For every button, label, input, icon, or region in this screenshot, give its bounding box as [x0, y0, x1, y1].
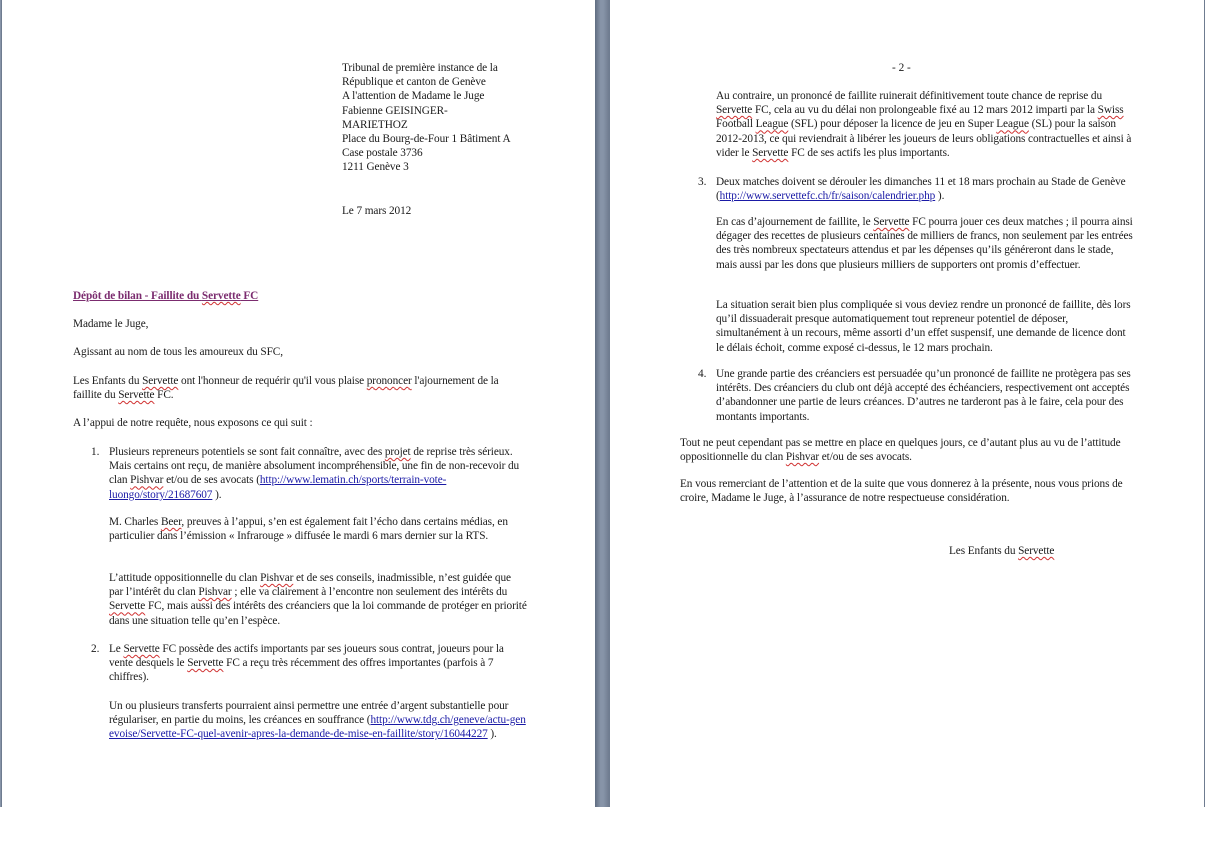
address-line: Tribunal de première instance de la — [342, 62, 498, 74]
hyperlink[interactable]: http://www.tdg.ch/geneve/actu-genevoise/Servette-FC-quel-avenir-apres-la-demande-de-mise-en-faillite/story/16044227 — [109, 714, 526, 741]
list-item-paragraph: En cas d’ajournement de faillite, le Servette FC pourra jouer ces deux matches ; il pourra ainsi dégager des recettes de plusieurs centaines de milliers de francs, non seulement par les entrées des très nombreux spectateurs attendus et par les dépenses qu’ils généreront dans le stade, mais aussi par les dons que plusieurs milliers de supporters ont promis d’effectuer. — [716, 216, 1133, 271]
page-gutter — [595, 0, 609, 807]
list-item-paragraph: Au contraire, un prononcé de faillite ruinerait définitivement toute chance de reprise du Servette FC, cela au vu du délai non prolongeable fixé au 12 mars 2012 imparti par la Swiss Football League (SFL) pour déposer la licence de jeu en Super League (SL) pour la saison 2012-2013, ce qui reviendrait à libérer les joueurs de leurs obligations contractuelles et ainsi à vider le Servette FC de ses actifs les plus importants. — [716, 90, 1132, 159]
document-page-2[interactable] — [609, 0, 1205, 807]
subject-text: Dépôt de bilan - Faillite du — [73, 290, 202, 302]
closing-paragraph: En vous remerciant de l’attention et de la suite que vous donnerez à la présente, nous vous prions de croire, Madame le Juge, à l’assurance de notre respectueuse considération. — [680, 478, 1123, 505]
list-number: 3. — [698, 176, 707, 188]
address-line: Place du Bourg-de-Four 1 Bâtiment A — [342, 133, 511, 146]
subject-text: Servette — [201, 290, 241, 302]
signature: Les Enfants du Servette — [949, 545, 1055, 557]
list-number: 2. — [91, 643, 100, 655]
list-number: 1. — [91, 446, 100, 458]
address-line: Case postale 3736 — [342, 147, 423, 160]
list-item-paragraph: Deux matches doivent se dérouler les dimanches 11 et 18 mars prochain au Stade de Genève (http://www.servettefc.ch/fr/saison/calendrier.php ). — [716, 176, 1126, 203]
list-item-paragraph: La situation serait bien plus compliquée si vous deviez rendre un prononcé de faillite, dès lors qu’il dissuaderait presque automatiquement tout repreneur potentiel de déposer, simultanément à un recours, même assorti d’un effet suspensif, une demande de licence dont le délais échoit, comme exposé ci-dessus, le 12 mars prochain. — [716, 299, 1131, 354]
hyperlink[interactable]: http://www.servettefc.ch/fr/saison/calendrier.php — [719, 190, 936, 203]
list-item-paragraph: L’attitude oppositionnelle du clan Pishvar et de ses conseils, inadmissible, n’est guidée que par l’intérêt du clan Pishvar ; elle va clairement à l’encontre non seulement des intérêts du Servette FC, mais aussi des intérêts des créanciers que la loi commande de protéger en priorité dans une situation telle qu’en l’espèce. — [109, 572, 527, 627]
list-item-paragraph: Une grande partie des créanciers est persuadée qu’un prononcé de faillite ne protègera pas ses intérêts. Des créanciers du club ont déjà accepté des échéanciers, respectivement ont acceptés d’abandonner une partie de leurs créances. D’autres ne tarderont pas à le faire, cela pour des montants importants. — [716, 368, 1131, 423]
list-number: 4. — [698, 368, 707, 380]
address-line: 1211 Genève 3 — [342, 161, 409, 174]
hyperlink[interactable]: http://www.lematin.ch/sports/terrain-vote-luongo/story/21687607 — [109, 474, 447, 501]
list-item-paragraph: Plusieurs repreneurs potentiels se sont fait connaître, avec des projet de reprise très sérieux. Mais certains ont reçu, de manière absolument incompréhensible, une fin de non-recevoir du clan Pishvar et/ou de ses avocats (http://www.lematin.ch/sports/terrain-vote-luongo/story/21687607 ). — [109, 446, 520, 501]
address-line: Fabienne GEISINGER- — [342, 104, 448, 117]
recipient-address — [342, 61, 542, 175]
list-item-paragraph: M. Charles Beer, preuves à l’appui, s’en est également fait l’écho dans certains médias, en particulier dans l’émission « Infrarouge » diffusée le mardi 6 mars dernier sur la RTS. — [109, 516, 508, 543]
intro-paragraph: Agissant au nom de tous les amoureux du SFC, — [73, 346, 283, 358]
status-area — [0, 807, 1205, 845]
address-line: A l'attention de Madame le Juge — [342, 90, 485, 103]
address-line: MARIETHOZ — [342, 118, 408, 131]
page-number: - 2 - — [892, 62, 911, 74]
document-page-1[interactable] — [1, 0, 597, 807]
subject-text: FC — [240, 290, 259, 302]
closing-paragraph: Tout ne peut cependant pas se mettre en place en quelques jours, ce d’autant plus au vu de l’attitude oppositionnelle du clan Pishvar et/ou de ses avocats. — [680, 437, 1121, 464]
list-item-paragraph: Un ou plusieurs transferts pourraient ainsi permettre une entrée d’argent substantielle pour régulariser, en partie du moins, les créances en souffrance (http://www.tdg.ch/geneve/actu-genevoise/Servette-FC-quel-avenir-apres-la-demande-de-mise-en-faillite/story/16044227 ). — [109, 700, 526, 741]
list-item-paragraph: Le Servette FC possède des actifs importants par ses joueurs sous contrat, joueurs pour la vente desquels le Servette FC a reçu très récemment des offres importantes (parfois à 7 chiffres). — [109, 643, 504, 684]
address-line: République et canton de Genève — [342, 76, 486, 89]
salutation: Madame le Juge, — [73, 318, 149, 330]
letter-subject — [73, 289, 258, 303]
intro-paragraph: A l’appui de notre requête, nous exposons ce qui suit : — [73, 417, 313, 429]
letter-date: Le 7 mars 2012 — [342, 205, 412, 217]
intro-paragraph: Les Enfants du Servette ont l'honneur de requérir qu'il vous plaise prononcer l'ajournement de la faillite du Servette FC. — [73, 375, 499, 402]
